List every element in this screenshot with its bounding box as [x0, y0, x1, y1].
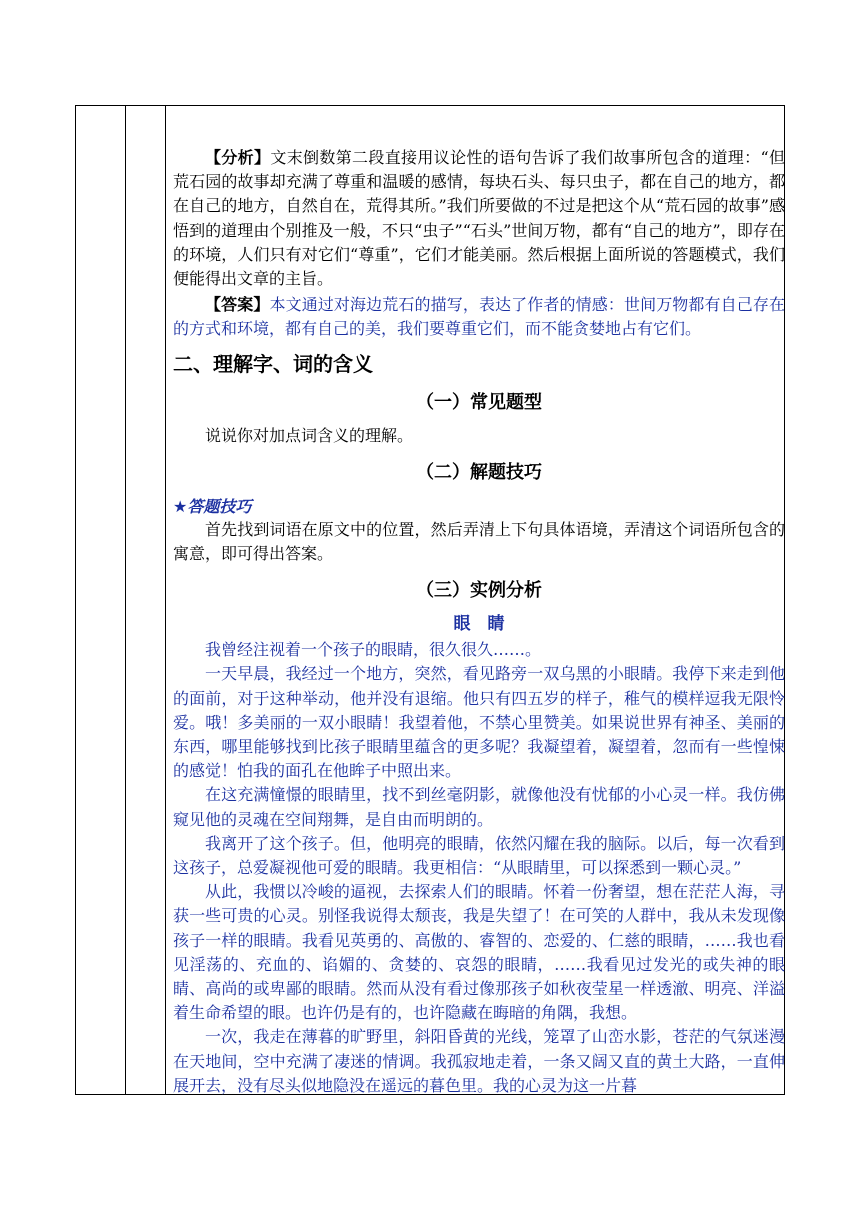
analysis-text: 文末倒数第二段直接用议论性的语句告诉了我们故事所包含的道理：“但荒石园的故事却充满了尊重和温暖的感情，每块石头、每只虫子，都在自己的地方，都在自己的地方，自然自在，荒得其所。”我们所要做的不过是把这个从“荒石园的故事”感悟到的道理由个别推及一般，不只“虫子”“石头”世间万物，都有“自己的地方”，即存在的环境，人们只有对它们“尊重”，它们才能美丽。然后根据上面所说的答题模式，我们便能得出文章的主旨。	[173, 148, 785, 289]
column-divider-2	[165, 106, 166, 1094]
essay-title: 眼 睛	[453, 614, 505, 635]
common-question-text: 说说你对加点词含义的理解。	[205, 425, 414, 445]
essay-paragraph-1: 我曾经注视着一个孩子的眼睛，很久很久……。	[205, 640, 542, 660]
essay-paragraph-4: 我离开了这个孩子。但，他明亮的眼睛，依然闪耀在我的脑际。以后，每一次看到这孩子，总爱凝视他可爱的眼睛。我更相信：“从眼睛里，可以探悉到一颗心灵。”	[173, 833, 785, 878]
table-frame	[75, 105, 785, 1095]
essay-paragraph-2: 一天早晨，我经过一个地方，突然，看见路旁一双乌黑的小眼睛。我停下来走到他的面前，对于这种举动，他并没有退缩。他只有四五岁的样子，稚气的模样逗我无限怜爱。哦！多美丽的一双小眼睛！我望着他，不禁心里赞美。如果说世界有神圣、美丽的东西，哪里能够找到比孩子眼睛里蕴含的更多呢？我凝望着，凝望着，忽而有一些惶悚的感觉！怕我的面孔在他眸子中照出来。	[173, 664, 785, 781]
answer-tips-label: ★答题技巧	[173, 496, 252, 516]
essay-paragraph-6: 一次，我走在薄暮的旷野里，斜阳昏黄的光线，笼罩了山峦水影，苍茫的气氛迷漫在天地间，空中充满了凄迷的情调。我孤寂地走着，一条又阔又直的黄土大路，一直伸展开去，没有尽头似地隐没在遥远的暮色里。我的心灵为这一片暮	[173, 1027, 785, 1095]
subheading-example: （三）实例分析	[416, 580, 542, 602]
subheading-technique: （二）解题技巧	[416, 461, 542, 483]
essay-paragraph-5: 从此，我惯以冷峻的逼视，去探索人们的眼睛。怀着一份奢望，想在茫茫人海，寻获一些可贵的心灵。别怪我说得太颓丧，我是失望了！在可笑的人群中，我从未发现像孩子一样的眼睛。我看见英勇的、高傲的、睿智的、恋爱的、仁慈的眼睛，……我也看见淫荡的、充血的、谄媚的、贪婪的、哀怨的眼睛，……我看见过发光的或失神的眼睛、高尚的或卑鄙的眼睛。然而从没有看过像那孩子如秋夜莹星一样透澈、明亮、洋溢着生命希望的眼。也许仍是有的，也许隐藏在晦暗的角隅，我想。	[173, 882, 785, 1023]
answer-text: 本文通过对海边荒石的描写，表达了作者的情感：世间万物都有自己存在的方式和环境，都有自己的美，我们要尊重它们，而不能贪婪地占有它们。	[173, 295, 785, 339]
section-heading: 二、理解字、词的含义	[173, 351, 373, 376]
analysis-paragraph	[173, 146, 785, 291]
analysis-label: 【分析】	[205, 148, 271, 167]
column-divider-1	[125, 106, 126, 1094]
technique-text: 首先找到词语在原文中的位置，然后弄清上下句具体语境，弄清这个词语所包含的寓意，即可得出答案。	[173, 519, 785, 564]
content-cell	[173, 146, 785, 1098]
essay-paragraph-3: 在这充满憧憬的眼睛里，找不到丝毫阴影，就像他没有忧郁的小心灵一样。我仿佛窥见他的灵魂在空间翔舞，是自由而明朗的。	[173, 785, 785, 829]
answer-label: 【答案】	[205, 295, 270, 315]
answer-paragraph	[173, 293, 785, 341]
subheading-common-question: （一）常见题型	[416, 391, 542, 413]
